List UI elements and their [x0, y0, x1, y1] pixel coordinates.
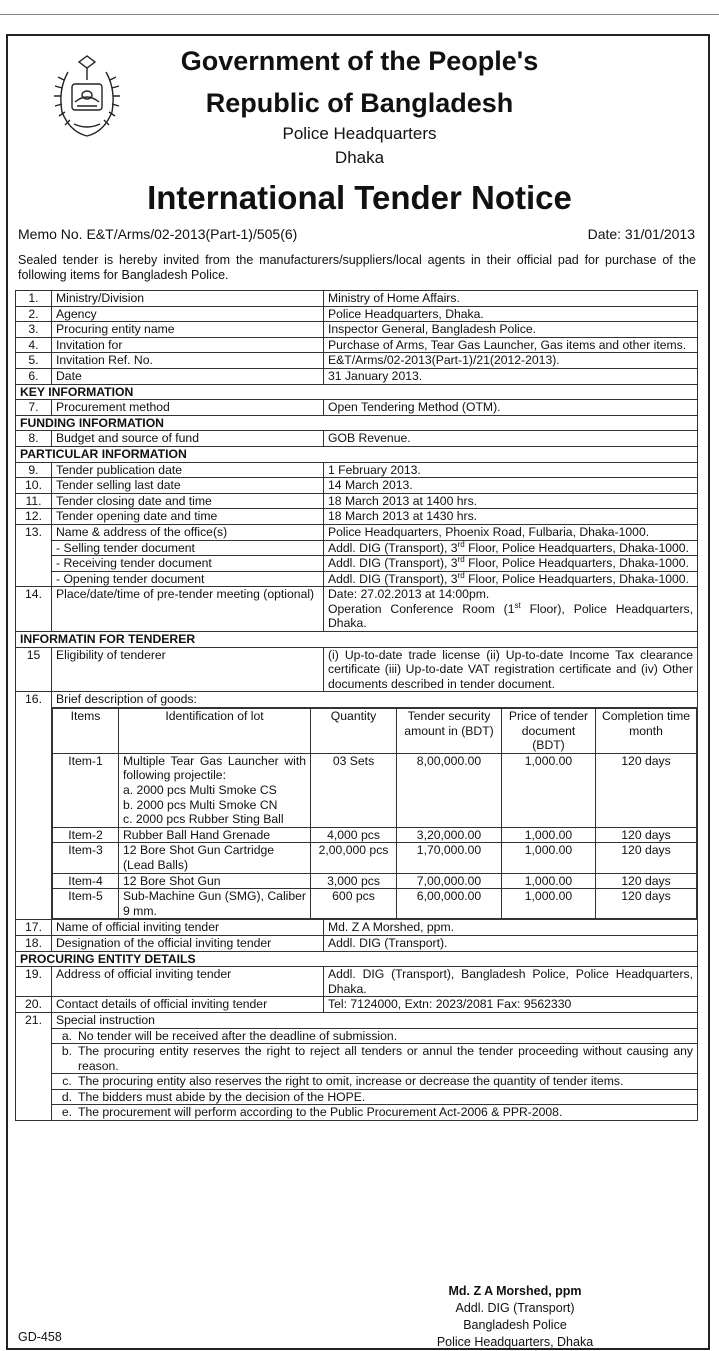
memo-date: Date: 31/01/2013	[587, 226, 695, 242]
office-name: Police Headquarters	[282, 124, 437, 143]
row-label: Name of official inviting tender	[52, 920, 324, 936]
goods-item-row	[53, 827, 697, 843]
column-header: Items	[53, 709, 119, 754]
table-row	[16, 509, 698, 525]
item-quantity: 3,000 pcs	[311, 873, 397, 889]
item-security: 7,00,000.00	[397, 873, 502, 889]
row-label: Date	[52, 368, 324, 384]
item-quantity: 4,000 pcs	[311, 827, 397, 843]
superscript: st	[514, 600, 521, 610]
instruction-letter: a.	[61, 1028, 73, 1043]
goods-item-row	[53, 753, 697, 827]
item-time: 120 days	[596, 827, 697, 843]
instruction-row	[16, 1074, 698, 1090]
signatory-name: Md. Z A Morshed, ppm	[448, 1284, 582, 1298]
item-id: Item-3	[53, 843, 119, 873]
row-number: 4.	[16, 337, 52, 353]
instruction-text: The procuring entity reserves the right to reject all tenders or annul the tender proceeding without causing any reason.	[78, 1044, 693, 1073]
value-text: Floor), Police Headquarters, Dhaka.	[328, 601, 693, 631]
table-row	[16, 556, 698, 572]
row-number: 16.	[16, 692, 52, 920]
row-number: 11.	[16, 493, 52, 509]
government-title-line1: Government of the People's	[180, 46, 539, 76]
notice-title: International Tender Notice	[147, 179, 572, 216]
row-label: Address of official inviting tender	[52, 967, 324, 997]
row-value: (i) Up-to-date trade license (ii) Up-to-date Income Tax clearance certificate (iii) Up-to-date VAT registration certificate and (iv) Other documents described in tender document.	[324, 647, 698, 692]
row-number: 19.	[16, 967, 52, 997]
row-number: 7.	[16, 400, 52, 416]
row-number: 18.	[16, 935, 52, 951]
row-number: 5.	[16, 353, 52, 369]
row-value	[324, 587, 698, 632]
section-funding-information: FUNDING INFORMATION	[16, 415, 698, 431]
row-value	[324, 540, 698, 556]
goods-row	[16, 708, 698, 920]
instruction-item	[52, 1089, 698, 1105]
row-label: Designation of the official inviting tender	[52, 935, 324, 951]
table-row	[16, 368, 698, 384]
intro-paragraph: Sealed tender is hereby invited from the manufacturers/suppliers/local agents in their official pad for purchase of the following items for Bangladesh Police.	[18, 253, 696, 282]
table-row	[16, 462, 698, 478]
row-label: Tender publication date	[52, 462, 324, 478]
item-time: 120 days	[596, 753, 697, 827]
instruction-item	[52, 1074, 698, 1090]
value-text: Operation Conference Room (1	[328, 601, 515, 616]
table-row	[16, 540, 698, 556]
row-number: 13.	[16, 524, 52, 586]
table-row	[16, 647, 698, 692]
value-text: Floor, Police Headquarters, Dhaka-1000.	[464, 556, 689, 571]
item-price: 1,000.00	[502, 843, 596, 873]
section-header	[16, 446, 698, 462]
goods-table	[52, 708, 697, 919]
table-row	[16, 322, 698, 338]
section-header	[16, 632, 698, 648]
notice-code: GD-458	[18, 1330, 62, 1344]
column-header: Tender security amount in (BDT)	[397, 709, 502, 754]
item-quantity: 600 pcs	[311, 889, 397, 919]
instruction-item	[52, 1105, 698, 1121]
item-security: 1,70,000.00	[397, 843, 502, 873]
value-text: Addl. DIG (Transport), 3	[328, 571, 458, 586]
row-value: Police Headquarters, Phoenix Road, Fulbaria, Dhaka-1000.	[324, 524, 698, 540]
instruction-text: The procuring entity also reserves the right to omit, increase or decrease the quantity of tender items.	[78, 1074, 624, 1089]
goods-header-row	[53, 709, 697, 754]
table-row	[16, 920, 698, 936]
table-row	[16, 571, 698, 587]
value-text: Addl. DIG (Transport), 3	[328, 540, 458, 555]
row-label: - Selling tender document	[52, 540, 324, 556]
section-procuring-entity-details: PROCURING ENTITY DETAILS	[16, 951, 698, 967]
goods-item-row	[53, 889, 697, 919]
row-value: 14 March 2013.	[324, 478, 698, 494]
row-value: Police Headquarters, Dhaka.	[324, 306, 698, 322]
table-row	[16, 997, 698, 1013]
item-time: 120 days	[596, 843, 697, 873]
section-tenderer-information: INFORMATIN FOR TENDERER	[16, 632, 698, 648]
city-name: Dhaka	[334, 148, 385, 167]
superscript: rd	[457, 570, 465, 580]
table-row	[16, 431, 698, 447]
signatory-designation: Addl. DIG (Transport)	[455, 1301, 575, 1315]
item-description: Sub-Machine Gun (SMG), Caliber 9 mm.	[119, 889, 311, 919]
row-number: 1.	[16, 291, 52, 307]
table-row	[16, 478, 698, 494]
row-label: - Receiving tender document	[52, 556, 324, 572]
goods-item-row	[53, 843, 697, 873]
row-value: 18 March 2013 at 1400 hrs.	[324, 493, 698, 509]
row-number: 17.	[16, 920, 52, 936]
memo-number: Memo No. E&T/Arms/02-2013(Part-1)/505(6)	[18, 226, 298, 242]
row-value: Addl. DIG (Transport).	[324, 935, 698, 951]
row-label: Tender opening date and time	[52, 509, 324, 525]
instruction-row	[16, 1105, 698, 1121]
row-label: Tender closing date and time	[52, 493, 324, 509]
row-label: Contact details of official inviting tender	[52, 997, 324, 1013]
item-id: Item-2	[53, 827, 119, 843]
row-value: Addl. DIG (Transport), Bangladesh Police, Police Headquarters, Dhaka.	[324, 967, 698, 997]
row-number: 15	[16, 647, 52, 692]
item-description: Rubber Ball Hand Grenade	[119, 827, 311, 843]
item-price: 1,000.00	[502, 753, 596, 827]
item-security: 3,20,000.00	[397, 827, 502, 843]
row-value: GOB Revenue.	[324, 431, 698, 447]
row-label: Invitation Ref. No.	[52, 353, 324, 369]
item-time: 120 days	[596, 873, 697, 889]
row-value	[324, 556, 698, 572]
row-value	[324, 571, 698, 587]
meeting-date: Date: 27.02.2013 at 14:00pm.	[328, 587, 490, 602]
table-row	[16, 967, 698, 997]
row-label: Budget and source of fund	[52, 431, 324, 447]
item-quantity: 03 Sets	[311, 753, 397, 827]
row-number: 20.	[16, 997, 52, 1013]
row-label: Eligibility of tenderer	[52, 647, 324, 692]
row-value: Md. Z A Morshed, ppm.	[324, 920, 698, 936]
row-value: Open Tendering Method (OTM).	[324, 400, 698, 416]
column-header: Quantity	[311, 709, 397, 754]
row-number: 3.	[16, 322, 52, 338]
row-label: Ministry/Division	[52, 291, 324, 307]
row-value: 31 January 2013.	[324, 368, 698, 384]
row-label: Brief description of goods:	[52, 692, 698, 708]
table-row	[16, 353, 698, 369]
item-time: 120 days	[596, 889, 697, 919]
table-row	[16, 400, 698, 416]
instruction-row	[16, 1028, 698, 1044]
value-text: Floor, Police Headquarters, Dhaka-1000.	[464, 540, 689, 555]
goods-cell	[52, 708, 698, 920]
row-number: 10.	[16, 478, 52, 494]
instruction-text: The bidders must abide by the decision of the HOPE.	[78, 1089, 366, 1104]
item-price: 1,000.00	[502, 873, 596, 889]
table-row	[16, 692, 698, 708]
item-id: Item-1	[53, 753, 119, 827]
table-row	[16, 291, 698, 307]
section-header	[16, 384, 698, 400]
page-top-edge	[0, 0, 719, 15]
row-label: Agency	[52, 306, 324, 322]
row-number: 21.	[16, 1012, 52, 1120]
row-value: Ministry of Home Affairs.	[324, 291, 698, 307]
item-description: 12 Bore Shot Gun	[119, 873, 311, 889]
row-value: Tel: 7124000, Extn: 2023/2081 Fax: 9562330	[324, 997, 698, 1013]
column-header: Completion time month	[596, 709, 697, 754]
row-label: - Opening tender document	[52, 571, 324, 587]
table-row	[16, 493, 698, 509]
row-label: Place/date/time of pre-tender meeting (optional)	[52, 587, 324, 632]
value-text: Floor, Police Headquarters, Dhaka-1000.	[464, 571, 689, 586]
row-number: 12.	[16, 509, 52, 525]
table-row	[16, 935, 698, 951]
row-label: Procuring entity name	[52, 322, 324, 338]
table-row	[16, 337, 698, 353]
row-value: 18 March 2013 at 1430 hrs.	[324, 509, 698, 525]
section-key-information: KEY INFORMATION	[16, 384, 698, 400]
item-id: Item-5	[53, 889, 119, 919]
instruction-row	[16, 1089, 698, 1105]
item-id: Item-4	[53, 873, 119, 889]
row-number: 14.	[16, 587, 52, 632]
instruction-letter: b.	[61, 1044, 73, 1059]
row-label: Special instruction	[52, 1012, 698, 1028]
row-label: Procurement method	[52, 400, 324, 416]
row-value: 1 February 2013.	[324, 462, 698, 478]
instruction-letter: e.	[61, 1105, 73, 1120]
item-description: Multiple Tear Gas Launcher with following projectile: a. 2000 pcs Multi Smoke CS b. 2000 pcs Multi Smoke CN c. 2000 pcs Rubber Sting Ball	[119, 753, 311, 827]
instruction-letter: d.	[61, 1089, 73, 1104]
row-value: Inspector General, Bangladesh Police.	[324, 322, 698, 338]
section-particular-information: PARTICULAR INFORMATION	[16, 446, 698, 462]
section-header	[16, 415, 698, 431]
item-security: 6,00,000.00	[397, 889, 502, 919]
signatory-office: Police Headquarters, Dhaka	[436, 1335, 594, 1349]
column-header: Price of tender document (BDT)	[502, 709, 596, 754]
government-title-line2: Republic of Bangladesh	[205, 88, 514, 118]
row-label: Name & address of the office(s)	[52, 524, 324, 540]
superscript: rd	[457, 555, 465, 565]
instruction-letter: c.	[62, 1074, 72, 1089]
instruction-text: No tender will be received after the deadline of submission.	[78, 1028, 398, 1043]
instruction-text: The procurement will perform according to the Public Procurement Act-2006 & PPR-2008.	[78, 1105, 563, 1120]
row-label: Invitation for	[52, 337, 324, 353]
column-header: Identification of lot	[119, 709, 311, 754]
item-price: 1,000.00	[502, 827, 596, 843]
row-number: 9.	[16, 462, 52, 478]
instruction-row	[16, 1044, 698, 1074]
instruction-item	[52, 1028, 698, 1044]
table-row	[16, 1012, 698, 1028]
table-row	[16, 587, 698, 632]
value-text: Addl. DIG (Transport), 3	[328, 556, 458, 571]
item-security: 8,00,000.00	[397, 753, 502, 827]
goods-item-row	[53, 873, 697, 889]
item-quantity: 2,00,000 pcs	[311, 843, 397, 873]
row-number: 8.	[16, 431, 52, 447]
row-number: 2.	[16, 306, 52, 322]
item-price: 1,000.00	[502, 889, 596, 919]
section-header	[16, 951, 698, 967]
item-description: 12 Bore Shot Gun Cartridge (Lead Balls)	[119, 843, 311, 873]
row-value: E&T/Arms/02-2013(Part-1)/21(2012-2013).	[324, 353, 698, 369]
row-label: Tender selling last date	[52, 478, 324, 494]
row-value: Purchase of Arms, Tear Gas Launcher, Gas items and other items.	[324, 337, 698, 353]
instruction-item	[52, 1044, 698, 1074]
signatory-organization: Bangladesh Police	[463, 1318, 567, 1332]
table-row	[16, 524, 698, 540]
table-row	[16, 306, 698, 322]
superscript: rd	[457, 539, 465, 549]
row-number: 6.	[16, 368, 52, 384]
tender-table	[15, 290, 698, 1121]
